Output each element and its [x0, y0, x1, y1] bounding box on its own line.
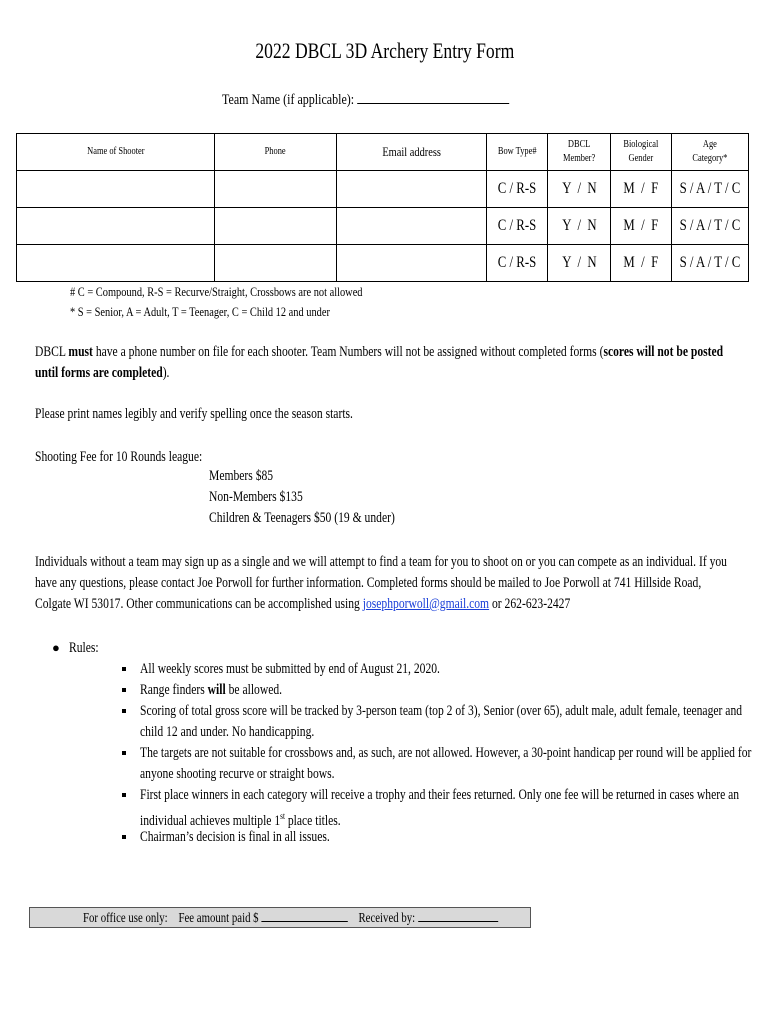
list-item: Scoring of total gross score will be tracked by 3-person team (top 2 of 3), Senior (over 65), adult male, adult female, teenager and child 12 and under. No handicapping. [122, 701, 770, 743]
list-item: First place winners in each category will receive a trophy and their fees returned. Only one fee will be returned in cases where an individual achieves multiple 1st place titles. [122, 785, 770, 827]
phone-cell[interactable] [215, 208, 337, 245]
list-item: The targets are not suitable for crossbows and, as such, are not allowed. However, a 30-point handicap per round will be applied for anyone shooting recurve or straight bows. [122, 743, 770, 785]
list-item: All weekly scores must be submitted by end of August 21, 2020. [122, 659, 770, 680]
age-option-cell[interactable]: S / A / T / C [672, 171, 749, 208]
header-bow-type: Bow Type# [487, 134, 548, 171]
team-name-blank[interactable] [357, 89, 509, 104]
fee-paid-label: Fee amount paid $ [178, 910, 259, 925]
fee-non-members: Non-Members $135 [209, 489, 303, 505]
received-by-label: Received by: [358, 910, 416, 925]
header-dbcl-member: DBCL Member? [548, 134, 611, 171]
fee-paid-blank[interactable] [261, 909, 347, 922]
email-cell[interactable] [337, 245, 487, 282]
member-option-cell[interactable]: Y / N [548, 245, 611, 282]
header-email: Email address [337, 134, 487, 171]
bullet-icon: ● [52, 640, 60, 655]
fee-label: Shooting Fee for 10 Rounds league: [35, 449, 203, 465]
email-cell[interactable] [337, 171, 487, 208]
individuals-paragraph: Individuals without a team may sign up as a single and we will attempt to find a team for you to shoot on or you can compete as an individual. If you have any questions, please contact Joe Porwoll for further information. Completed forms should be mailed to Joe Porwoll at 741 Hillside Road, Colgate WI 53017. Other communications can be accomplished using josephporwoll@gmail.com or 262-623-2427 [35, 554, 727, 612]
square-bullet-icon [122, 667, 126, 671]
form-title: 2022 DBCL 3D Archery Entry Form [255, 38, 515, 63]
list-item: Range finders will be allowed. [122, 680, 770, 701]
gender-option-cell[interactable]: M / F [611, 208, 672, 245]
age-option-cell[interactable]: S / A / T / C [672, 208, 749, 245]
header-age-category: Age Category* [672, 134, 749, 171]
member-option-cell[interactable]: Y / N [548, 208, 611, 245]
list-item: Chairman’s decision is final in all issues. [122, 827, 770, 848]
square-bullet-icon [122, 793, 126, 797]
name-cell[interactable] [17, 171, 215, 208]
office-use-label: For office use only: [83, 910, 168, 925]
name-cell[interactable] [17, 208, 215, 245]
print-names-paragraph: Please print names legibly and verify spelling once the season starts. [35, 406, 353, 422]
shooter-table [16, 133, 749, 282]
received-by-blank[interactable] [418, 909, 498, 922]
header-name: Name of Shooter [17, 134, 215, 171]
team-name-label: Team Name (if applicable): [222, 92, 355, 108]
age-category-note: * S = Senior, A = Adult, T = Teenager, C = Child 12 and under [70, 304, 330, 319]
header-gender: Biological Gender [611, 134, 672, 171]
table-row [17, 208, 749, 245]
phone-cell[interactable] [215, 245, 337, 282]
member-option-cell[interactable]: Y / N [548, 171, 611, 208]
bow-type-note: # C = Compound, R-S = Recurve/Straight, Crossbows are not allowed [70, 284, 363, 299]
square-bullet-icon [122, 688, 126, 692]
name-cell[interactable] [17, 245, 215, 282]
header-phone: Phone [215, 134, 337, 171]
fee-members: Members $85 [209, 468, 274, 484]
table-row [17, 171, 749, 208]
square-bullet-icon [122, 751, 126, 755]
square-bullet-icon [122, 835, 126, 839]
bow-option-cell[interactable]: C / R-S [487, 245, 548, 282]
rules-list [122, 659, 770, 848]
gender-option-cell[interactable]: M / F [611, 245, 672, 282]
age-option-cell[interactable]: S / A / T / C [672, 245, 749, 282]
office-use-box [29, 907, 531, 928]
bow-option-cell[interactable]: C / R-S [487, 208, 548, 245]
bow-option-cell[interactable]: C / R-S [487, 171, 548, 208]
phone-requirement-paragraph: DBCL must have a phone number on file for each shooter. Team Numbers will not be assigned without completed forms (scores will not be posted until forms are completed). [35, 344, 724, 381]
fee-children: Children & Teenagers $50 (19 & under) [209, 510, 395, 526]
table-row [17, 245, 749, 282]
gender-option-cell[interactable]: M / F [611, 171, 672, 208]
contact-email-link[interactable]: josephporwoll@gmail.com [362, 596, 490, 612]
square-bullet-icon [122, 709, 126, 713]
team-name-field[interactable] [222, 89, 581, 109]
phone-cell[interactable] [215, 171, 337, 208]
table-header-row [17, 134, 749, 171]
email-cell[interactable] [337, 208, 487, 245]
